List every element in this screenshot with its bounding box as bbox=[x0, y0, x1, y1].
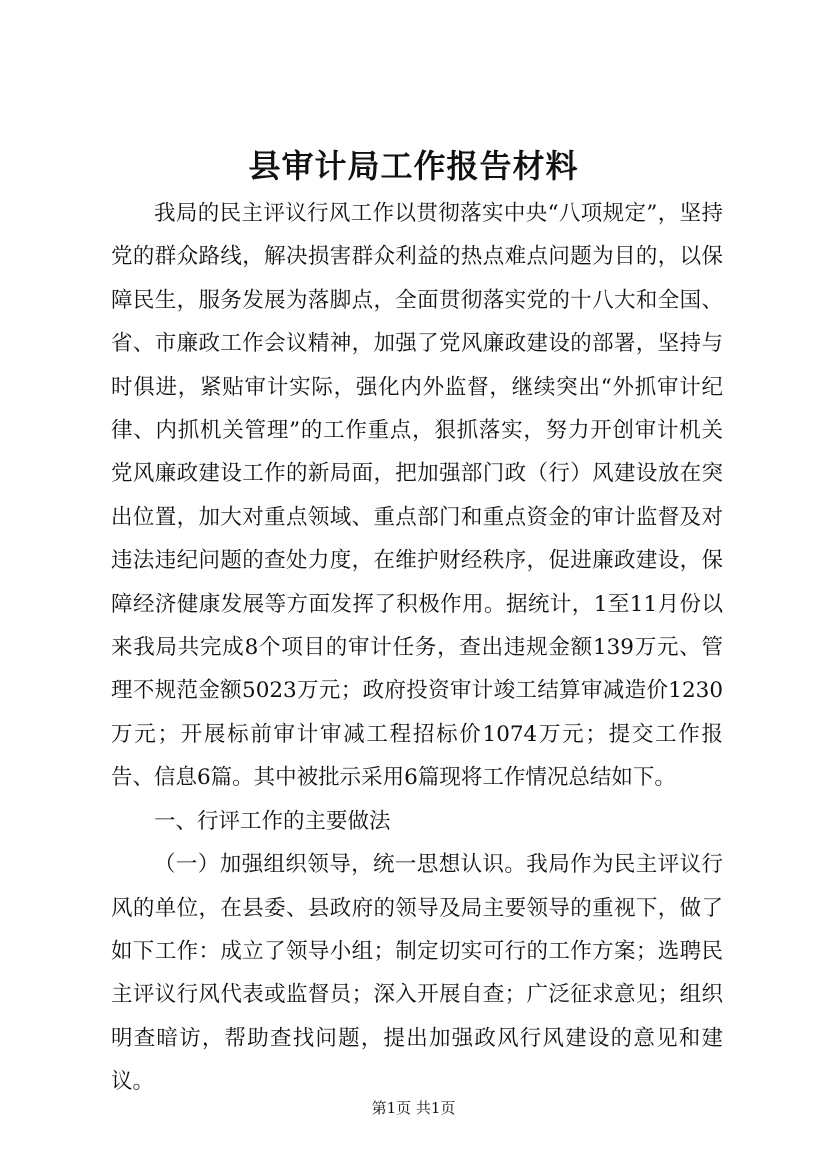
document-body bbox=[111, 192, 723, 1104]
page-footer: 第1页 共1页 bbox=[371, 1099, 456, 1117]
section-heading: 一、行评工作的主要做法 bbox=[154, 808, 391, 834]
paragraph-intro: 我局的民主评议行风工作以贯彻落实中央“八项规定”，坚持党的群众路线，解决损害群众利益的热点难点问题为目的，以保障民生，服务发展为落脚点，全面贯彻落实党的十八大和全国、省、市廉政工作会议精神，加强了党风廉政建设的部署，坚持与时俱进，紧贴审计实际，强化内外监督，继续突出“外抓审计纪律、内抓机关管理”的工作重点，狠抓落实，努力开创审计机关党风廉政建设工作的新局面，把加强部门政（行）风建设放在突出位置，加大对重点领域、重点部门和重点资金的审计监督及对违法违纪问题的查处力度，在维护财经秩序，促进廉政建设，保障经济健康发展等方面发挥了积极作用。据统计，1至11月份以来我局共完成8个项目的审计任务，查出违规金额139万元、管理不规范金额5023万元；政府投资审计竣工结算审减造价1230万元；开展标前审计审减工程招标价1074万元；提交工作报告、信息6篇。其中被批示采用6篇现将工作情况总结如下。 bbox=[111, 201, 723, 791]
paragraph-subsection-1: （一）加强组织领导，统一思想认识。我局作为民主评议行风的单位，在县委、县政府的领导及局主要领导的重视下，做了如下工作：成立了领导小组；制定切实可行的工作方案；选聘民主评议行风代表或监督员；深入开展自查；广泛征求意见；组织明查暗访，帮助查找问题，提出加强政风行风建设的意见和建议。 bbox=[111, 852, 723, 1095]
document-title: 县审计局工作报告材料 bbox=[248, 147, 579, 185]
